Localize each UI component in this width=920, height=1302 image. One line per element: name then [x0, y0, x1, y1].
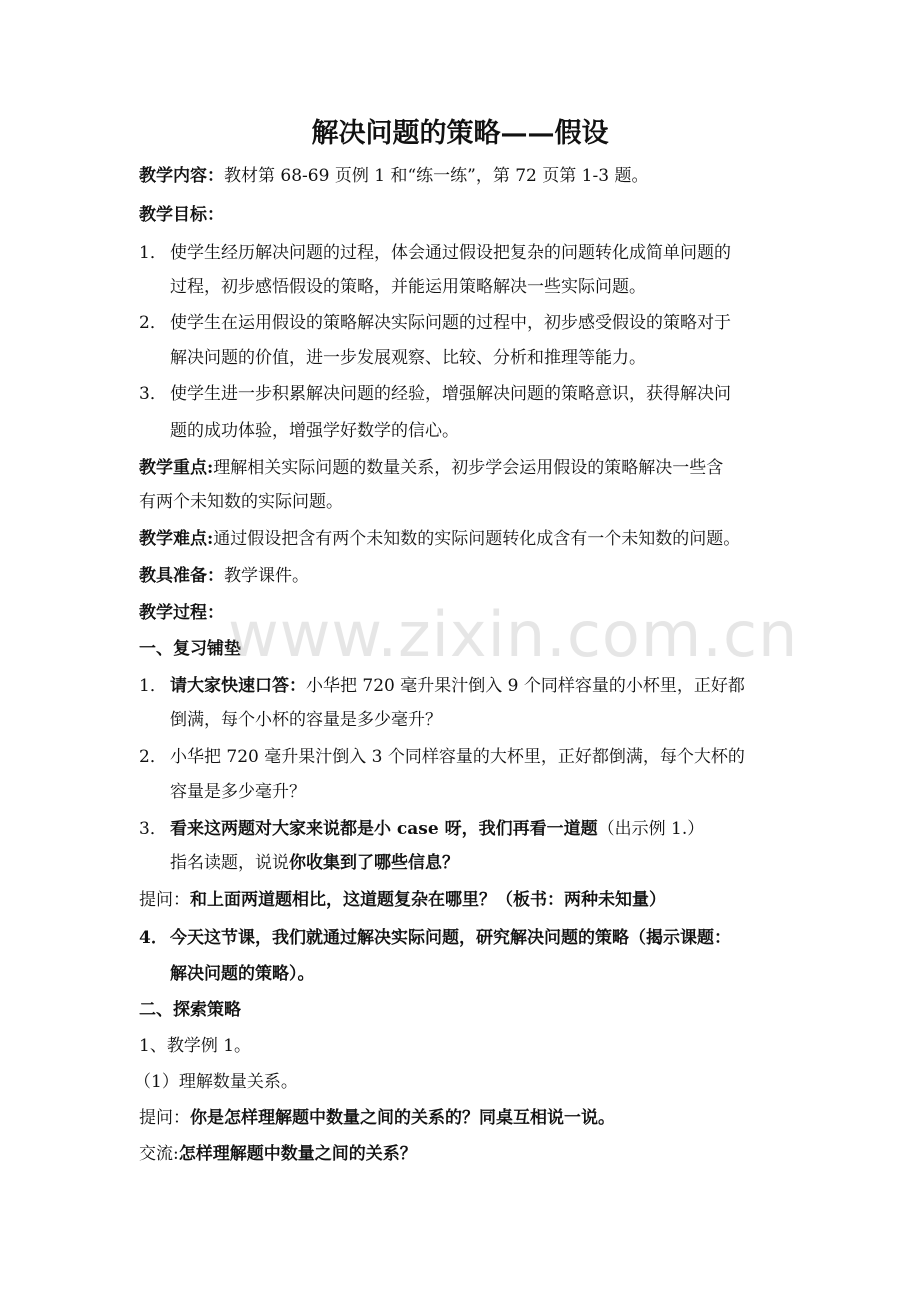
teaching-content-label: 教学内容： [139, 166, 224, 186]
question-number: 3． [139, 819, 167, 839]
teaching-goals-label: 教学目标： [139, 205, 224, 225]
difficulty-line [139, 523, 740, 555]
question-number: 2． [139, 747, 167, 767]
section-2-heading: 二、探索策略 [139, 1000, 241, 1020]
question-text: 小华把 720 毫升果汁倒入 3 个同样容量的大杯里，正好都倒满，每个大杯的 [170, 747, 745, 767]
sub-step-1: （1）理解数量关系。 [134, 1072, 298, 1092]
document-title: 解决问题的策略——假设 [311, 118, 609, 149]
review-question-3 [139, 813, 704, 845]
tools-text: 教学课件。 [224, 566, 309, 586]
question-text: 指名读题，说说 [170, 853, 289, 873]
goal-text: 使学生经历解决问题的过程，体会通过假设把复杂的问题转化成简单问题的 [170, 243, 731, 263]
review-question-1-cont: 倒满，每个小杯的容量是多少毫升？ [170, 710, 442, 730]
key-point-cont: 有两个未知数的实际问题。 [139, 492, 343, 512]
exchange-text: 怎样理解题中数量之间的关系？ [178, 1144, 417, 1164]
tools-label: 教具准备： [139, 566, 224, 586]
question-number: 1． [139, 676, 167, 696]
question-bold-text: 请大家快速口答： [170, 676, 306, 696]
ask-label: 提问： [139, 890, 190, 910]
key-point-text: 理解相关实际问题的数量关系，初步学会运用假设的策略解决一些含 [213, 458, 724, 478]
key-point-line [139, 452, 723, 484]
question-bold-text: 看来这两题对大家来说都是小 case 呀，我们再看一道题 [170, 819, 598, 839]
review-question-4-cont: 解决问题的策略）。 [170, 964, 315, 984]
goal-text: 使学生在运用假设的策略解决实际问题的过程中，初步感受假设的策略对于 [170, 313, 731, 333]
goal-item-2 [139, 307, 731, 339]
review-question-4 [139, 922, 731, 954]
difficulty-text: 通过假设把含有两个未知数的实际问题转化成含有一个未知数的问题。 [213, 529, 741, 549]
ask-text: 和上面两道题相比，这道题复杂在哪里？（板书：两种未知量） [190, 890, 666, 910]
teaching-content-text: 教材第 68-69 页例 1 和“练一练”，第 72 页第 1-3 题。 [224, 166, 649, 186]
question-number: 4． [139, 928, 168, 948]
exchange-label: 交流: [139, 1144, 179, 1164]
review-question-2-cont: 容量是多少毫升？ [170, 782, 306, 802]
question-text: 今天这节课，我们就通过解决实际问题，研究解决问题的策略（揭示课题： [170, 928, 731, 948]
tools-line [139, 560, 309, 592]
question-text: 小华把 720 毫升果汁倒入 9 个同样容量的小杯里，正好都 [306, 676, 745, 696]
ask-line-1 [139, 884, 666, 916]
goal-number: 3． [139, 384, 167, 404]
ask-label: 提问： [139, 1108, 190, 1128]
goal-text: 使学生进一步积累解决问题的经验，增强解决问题的策略意识，获得解决问 [170, 384, 731, 404]
ask-text: 你是怎样理解题中数量之间的关系的？同桌互相说一说。 [190, 1108, 615, 1128]
goal-number: 2． [139, 313, 167, 333]
example-1-line: 1、教学例 1。 [139, 1036, 252, 1056]
goal-number: 1． [139, 243, 167, 263]
question-bold-text: 你收集到了哪些信息？ [289, 853, 459, 873]
exchange-line [139, 1138, 417, 1170]
review-question-3-cont [170, 847, 459, 879]
difficulty-label: 教学难点: [139, 529, 214, 549]
teaching-content-line [139, 160, 648, 192]
goal-item-1-cont: 过程，初步感悟假设的策略，并能运用策略解决一些实际问题。 [170, 277, 646, 297]
watermark: www.zixin.com.cn [228, 598, 799, 671]
goal-item-2-cont: 解决问题的价值，进一步发展观察、比较、分析和推理等能力。 [170, 348, 646, 368]
question-text: （出示例 1.） [597, 819, 705, 839]
ask-line-2 [139, 1102, 615, 1134]
review-question-2 [139, 741, 745, 773]
goal-item-1 [139, 237, 731, 269]
goal-item-3 [139, 378, 731, 410]
key-point-label: 教学重点: [139, 458, 214, 478]
process-label: 教学过程： [139, 603, 224, 623]
goal-item-3-cont: 题的成功体验，增强学好数学的信心。 [170, 421, 459, 441]
section-1-heading: 一、复习铺垫 [139, 639, 241, 659]
